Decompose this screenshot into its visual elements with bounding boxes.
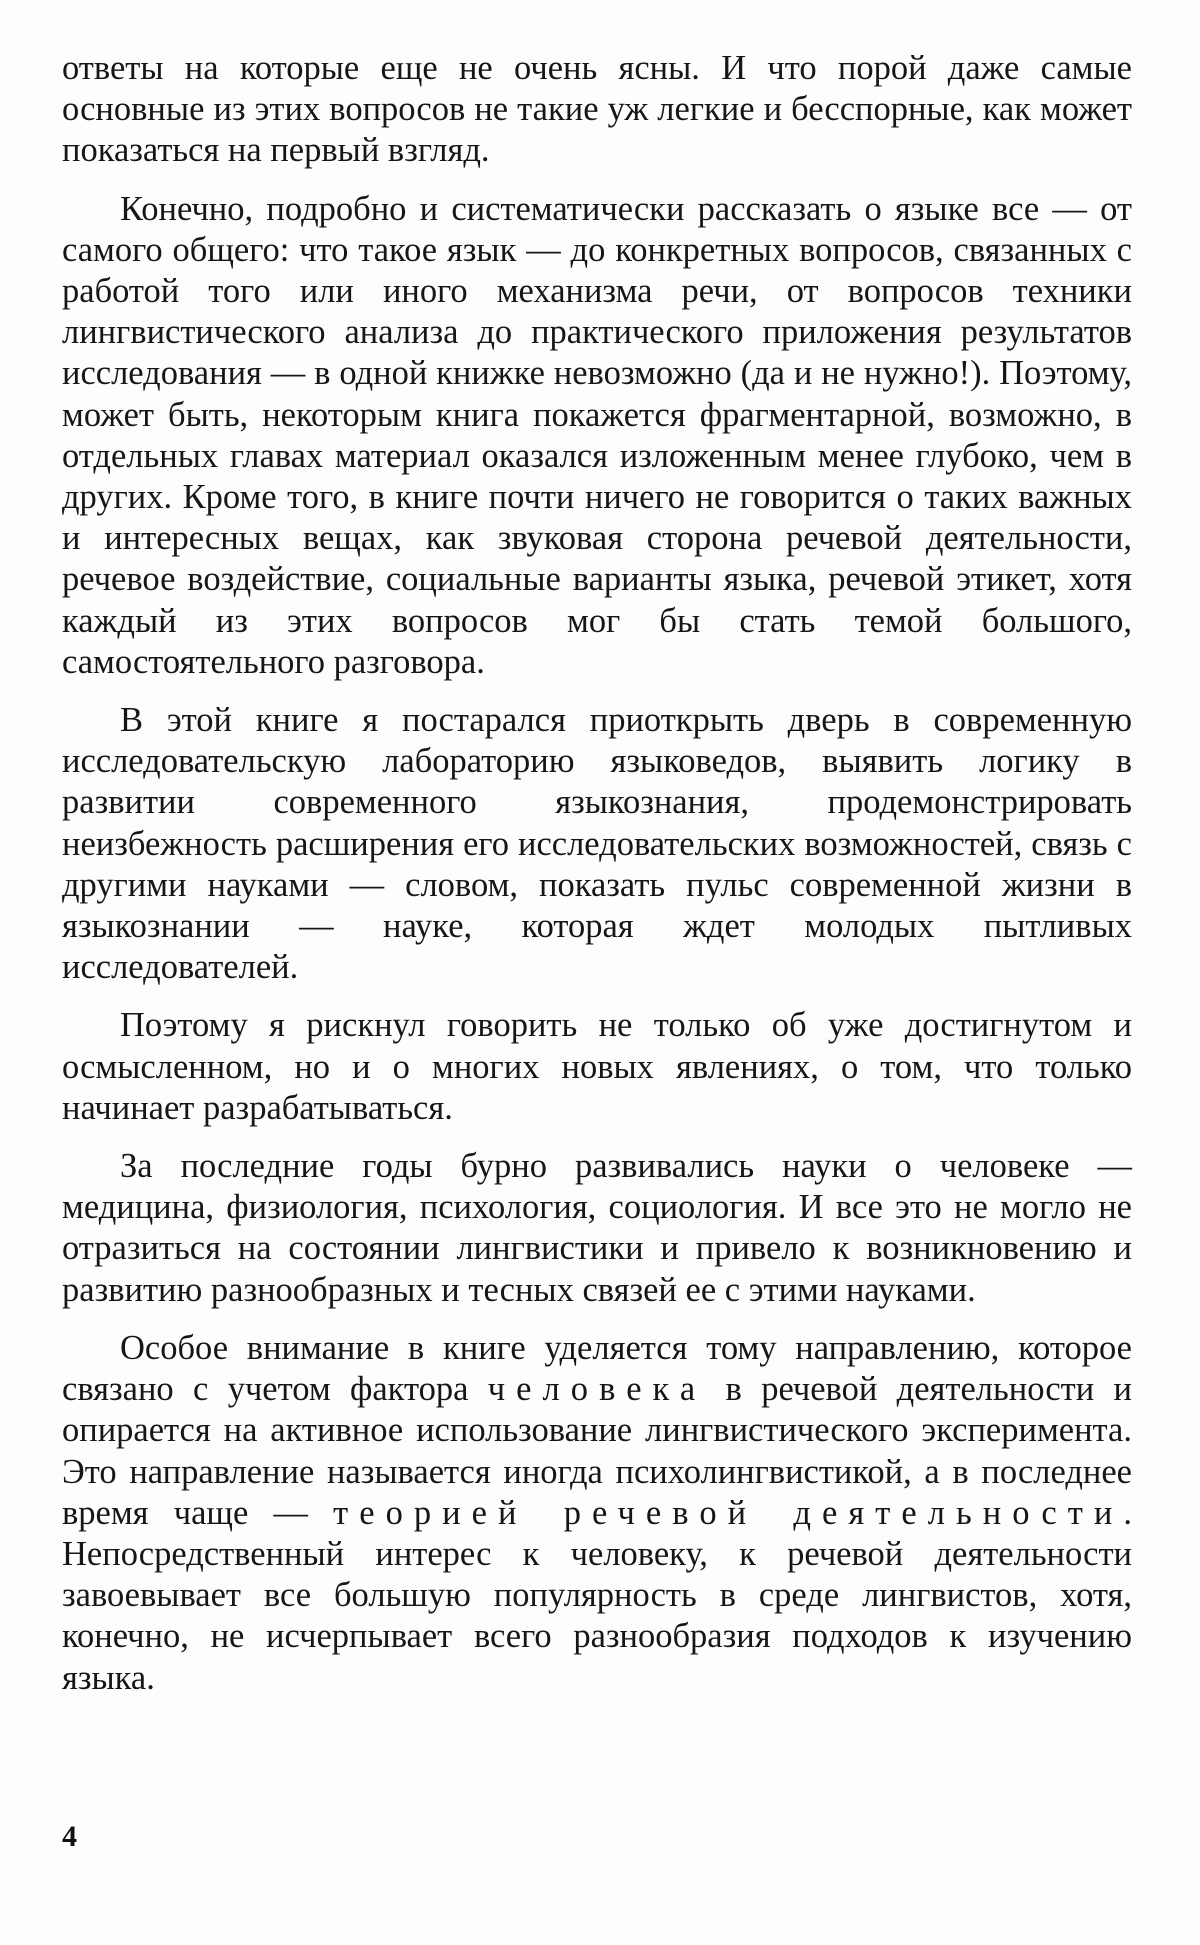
paragraph-sciences: За последние годы бурно развивались науки о человеке — медицина, физиология, психология, социология. И все это не могло не отразиться на состоянии лингвистики и привело к возникновению и развитию разнообразных и тесных связей ее с этими науками.: [62, 1147, 1132, 1309]
paragraph-scope: Конечно, подробно и систематически рассказать о языке все — от самого общего: что такое язык — до конкретных вопросов, связанных с работой того или иного механизма речи, от вопросов техники лингвистического анализа до практического приложения результатов исследования — в одной книжке невозможно (да и не нужно!). Поэтому, может быть, некоторым книга покажется фрагментарной, возможно, в отдельных главах материал оказался изложенным менее глубоко, чем в других. Кроме того, в книге почти ничего не говорится о таких важных и интересных вещах, как звуковая сторона речевой деятельности, речевое воздействие, социальные варианты языка, речевой этикет, хотя каждый из этих вопросов мог бы стать темой большого, самостоятельного разговора.: [62, 189, 1132, 681]
body-text: [62, 48, 1132, 1716]
emphasis-human: человека: [487, 1370, 707, 1409]
emphasis-theory: теорией речевой деятельности: [333, 1493, 1124, 1532]
paragraph-focus-part2: в речевой деятельности и опирается на активное использование лингвистического эксперимента. Это направление называется иногда психолингвистикой, а в последнее время чаще —: [62, 1370, 1132, 1532]
paragraph-focus-part3: . Непосредственный интерес к человеку, к речевой деятельности завоевывает все большую популярность в среде лингвистов, хотя, конечно, не исчерпывает всего разнообразия подходов к изучению языка.: [62, 1493, 1132, 1697]
paragraph-continuation: ответы на которые еще не очень ясны. И что порой даже самые основные из этих вопросов не такие уж легкие и бесспорные, как может показаться на первый взгляд.: [62, 49, 1132, 170]
page-number: 4: [62, 1820, 77, 1853]
paragraph-purpose: В этой книге я постарался приоткрыть дверь в современную исследовательскую лабораторию языковедов, выявить логику в развитии современного языкознания, продемонстрировать неизбежность расширения его исследовательских возможностей, связь с другими науками — словом, показать пульс современной жизни в языкознании — науке, которая ждет молодых пытливых исследователей.: [62, 701, 1132, 987]
paragraph-focus-part1: Особое внимание в книге уделяется тому направлению, которое связано с учетом фактора: [62, 1328, 1132, 1409]
paragraph-risk: Поэтому я рискнул говорить не только об уже достигнутом и осмысленном, но и о многих новых явлениях, о том, что только начинает разрабатываться.: [62, 1006, 1132, 1127]
paragraph-focus: [62, 1328, 1132, 1699]
